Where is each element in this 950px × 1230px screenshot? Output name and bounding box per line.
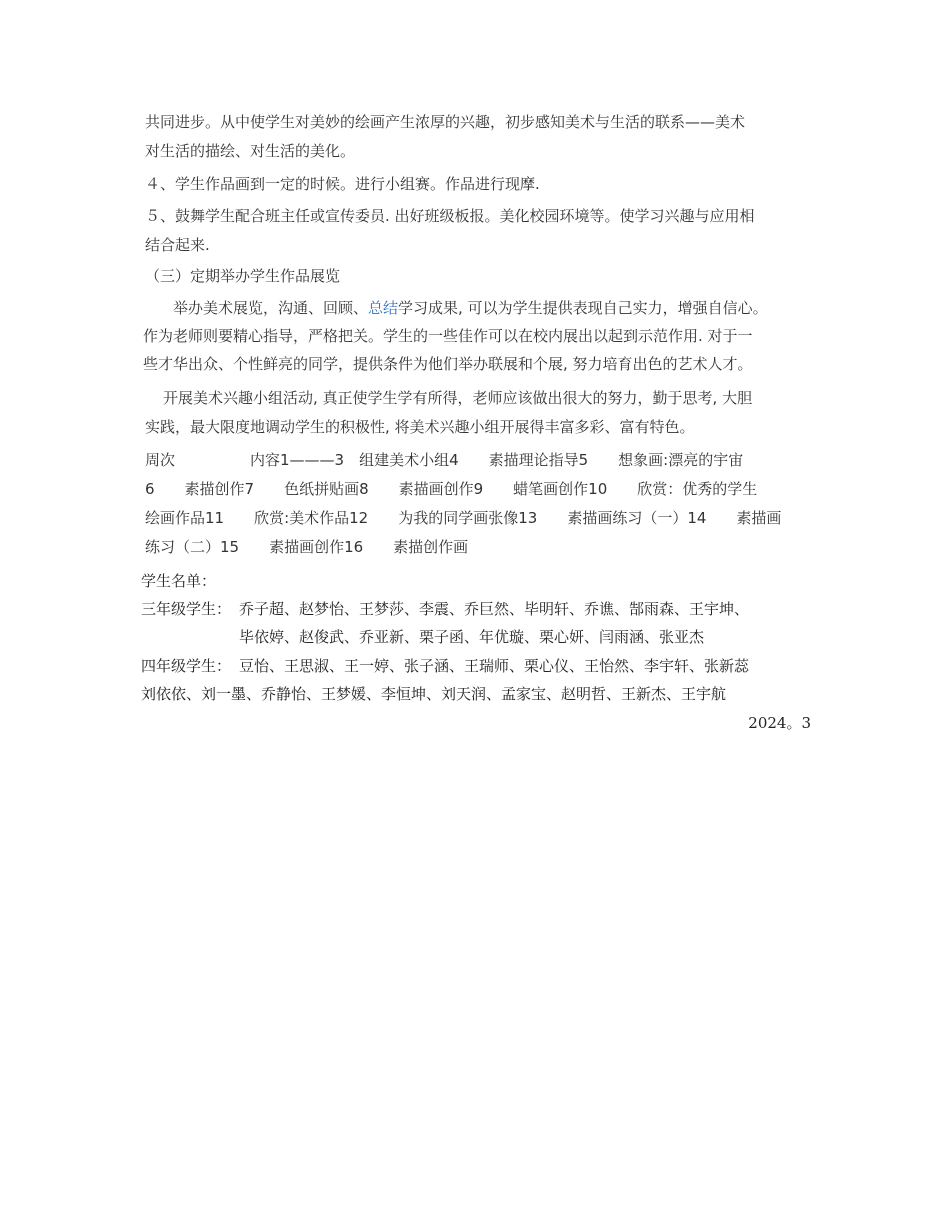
paragraph-2-text-end: 学习成果, 可以为学生提供表现自己实力，增强自信心。 <box>398 299 768 317</box>
list-item-5-line-2: 结合起来. <box>145 236 210 254</box>
paragraph-3-line-1: 开展美术兴趣小组活动, 真正使学生学有所得，老师应该做出很大的努力，勤于思考, 大胆 <box>163 389 753 407</box>
schedule-line-1: 周次 内容1———3 组建美术小组4 素描理论指导5 想象画:漂亮的宇宙 <box>145 451 744 469</box>
paragraph-2-line-3: 些才华出众、个性鲜亮的同学，提供条件为他们举办联展和个展, 努力培育出色的艺术人才。 <box>143 355 753 373</box>
schedule-line-4: 练习（二）15 素描画创作16 素描创作画 <box>145 538 469 556</box>
paragraph-3-line-2: 实践，最大限度地调动学生的积极性, 将美术兴趣小组开展得丰富多彩、富有特色。 <box>145 418 695 436</box>
grade-4-names-line-2: 刘依依、刘一墨、乔静怡、王梦媛、李恒坤、刘天润、孟家宝、赵明哲、王新杰、王宇航 <box>141 685 727 703</box>
grade-3-label: 三年级学生： <box>141 600 232 618</box>
document-date: 2024。3 <box>748 714 811 732</box>
student-list-title: 学生名单： <box>141 572 217 590</box>
grade-3-names-line-1: 乔子超、赵梦怡、王梦莎、李震、乔巨然、毕明轩、乔谯、郜雨森、王宇坤、 <box>239 600 750 618</box>
grade-4-names-line-1: 豆怡、王思淑、王一婷、张子涵、王瑞师、栗心仪、王怡然、李宇轩、张新蕊 <box>239 657 750 675</box>
grade-4-label: 四年级学生： <box>141 657 232 675</box>
summary-link[interactable]: 总结 <box>368 299 399 317</box>
list-item-5-line-1: ５、鼓舞学生配合班主任或宣传委员. 出好班级板报。美化校园环境等。使学习兴趣与应用相 <box>145 207 755 225</box>
schedule-line-3: 绘画作品11 欣赏:美术作品12 为我的同学画张像13 素描画练习（一）14 素描画 <box>145 509 782 527</box>
paragraph-1-line-2: 对生活的描绘、对生活的美化。 <box>145 142 356 160</box>
paragraph-2-line-1 <box>173 298 768 318</box>
grade-3-names-line-2: 毕依婷、赵俊武、乔亚新、栗子函、年优璇、栗心妍、闫雨涵、张亚杰 <box>239 628 705 646</box>
paragraph-1-line-1: 共同进步。从中使学生对美妙的绘画产生浓厚的兴趣，初步感知美术与生活的联系——美术 <box>145 113 746 131</box>
section-heading: （三）定期举办学生作品展览 <box>145 267 341 285</box>
paragraph-2-text-start: 举办美术展览，沟通、回顾、 <box>173 299 369 317</box>
schedule-line-2: 6 素描创作7 色纸拼贴画8 素描画创作9 蜡笔画创作10 欣赏：优秀的学生 <box>145 480 758 498</box>
list-item-4: ４、学生作品画到一定的时候。进行小组赛。作品进行现摩. <box>145 175 540 193</box>
paragraph-2-line-2: 作为老师则要精心指导，严格把关。学生的一些佳作可以在校内展出以起到示范作用. 对于一 <box>143 327 753 345</box>
